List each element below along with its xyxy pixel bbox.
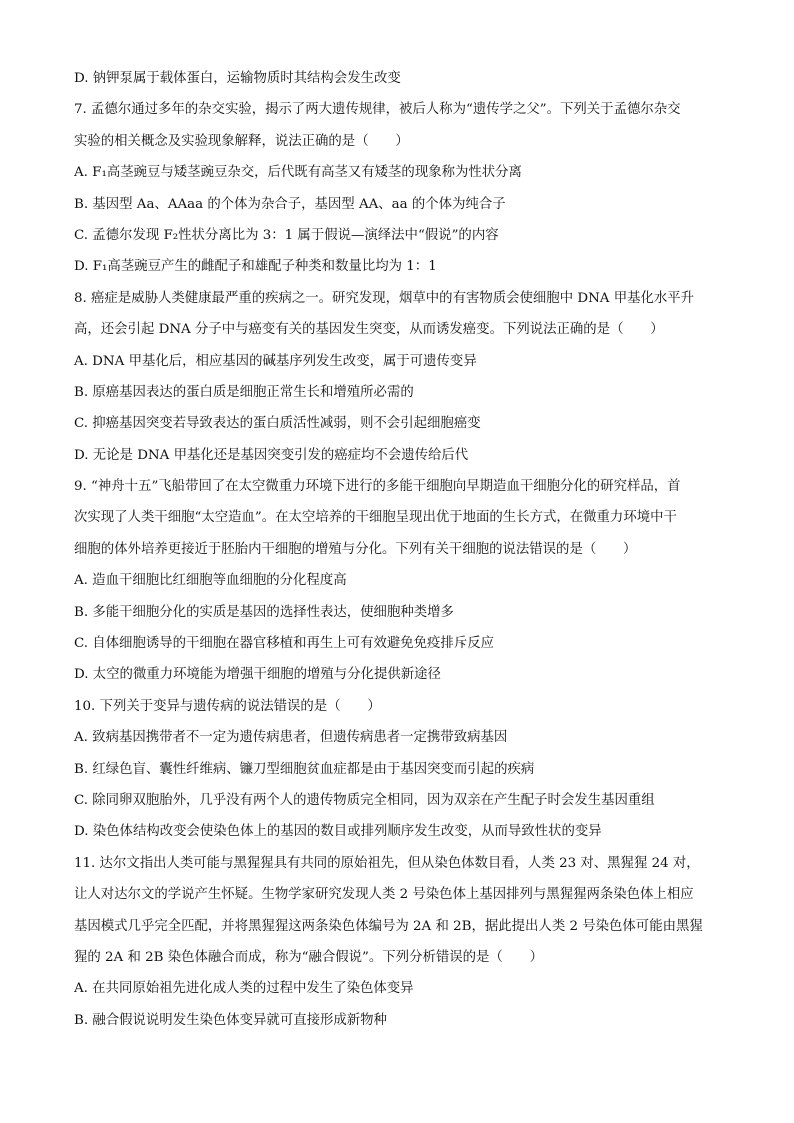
q9-stem-line-2: 次实现了人类干细胞“太空造血”。在太空培养的干细胞呈现出优于地面的生长方式，在微重力环境中干 bbox=[74, 510, 677, 526]
q9-option-d: D. 太空的微重力环境能为增强干细胞的增殖与分化提供新途径 bbox=[74, 667, 441, 683]
q8-option-b: B. 原癌基因表达的蛋白质是细胞正常生长和增殖所必需的 bbox=[74, 384, 414, 400]
document-page bbox=[74, 63, 726, 1036]
q6-option-d: D. 钠钾泵属于载体蛋白，运输物质时其结构会发生改变 bbox=[74, 71, 401, 86]
q7-stem-line-1: 7. 孟德尔通过多年的杂交实验，揭示了两大遗传规律，被后人称为“遗传学之父”。下列关于孟德尔杂交 bbox=[74, 102, 681, 118]
q11-stem-line-1: 11. 达尔文指出人类可能与黑猩猩具有共同的原始祖先，但从染色体数目看，人类 23 对、黑猩猩 24 对， bbox=[74, 855, 700, 871]
q8-stem-line-1: 8. 癌症是威胁人类健康最严重的疾病之一。研究发现，烟草中的有害物质会使细胞中 DNA 甲基化水平升 bbox=[74, 290, 695, 306]
q7-option-b: B. 基因型 Aa、AAaa 的个体为杂合子，基因型 AA、aa 的个体为纯合子 bbox=[74, 196, 506, 212]
q10-stem: 10. 下列关于变异与遗传病的说法错误的是（ ） bbox=[74, 698, 381, 714]
q7-stem-line-2: 实验的相关概念及实验现象解释，说法正确的是（ ） bbox=[74, 133, 409, 149]
q11-option-b: B. 融合假说说明发生染色体变异就可直接形成新物种 bbox=[74, 1012, 387, 1028]
q9-option-b: B. 多能干细胞分化的实质是基因的选择性表达，使细胞种类增多 bbox=[74, 604, 454, 620]
q7-option-d: D. F₁高茎豌豆产生的雌配子和雄配子种类和数量比均为 1：1 bbox=[74, 259, 437, 275]
q7-option-a: A. F₁高茎豌豆与矮茎豌豆杂交，后代既有高茎又有矮茎的现象称为性状分离 bbox=[74, 165, 522, 181]
q7-option-c: C. 孟德尔发现 F₂性状分离比为 3：1 属于假说—演绎法中“假说”的内容 bbox=[74, 227, 499, 243]
q8-option-c: C. 抑癌基因突变若导致表达的蛋白质活性减弱，则不会引起细胞癌变 bbox=[74, 416, 481, 432]
q11-stem-line-4: 猩的 2A 和 2B 染色体融合而成，称为“融合假说”。下列分析错误的是（ ） bbox=[74, 949, 543, 965]
q9-stem-line-3: 细胞的体外培养更接近于胚胎内干细胞的增殖与分化。下列有关干细胞的说法错误的是（ ） bbox=[74, 541, 637, 557]
q9-stem-line-1: 9. “神舟十五”飞船带回了在太空微重力环境下进行的多能干细胞向早期造血干细胞分化的研究样品，首 bbox=[74, 479, 681, 495]
q10-option-a: A. 致病基因携带者不一定为遗传病患者，但遗传病患者一定携带致病基因 bbox=[74, 730, 508, 746]
q9-option-a: A. 造血干细胞比红细胞等血细胞的分化程度高 bbox=[74, 573, 347, 589]
q11-stem-line-3: 基因模式几乎完全匹配，并将黑猩猩这两条染色体编号为 2A 和 2B，据此提出人类 2 号染色体可能由黑猩 bbox=[74, 918, 703, 934]
q10-option-b: B. 红绿色盲、囊性纤维病、镰刀型细胞贫血症都是由于基因突变而引起的疾病 bbox=[74, 761, 535, 777]
q8-option-a: A. DNA 甲基化后，相应基因的碱基序列发生改变，属于可遗传变异 bbox=[74, 353, 477, 369]
q9-option-c: C. 自体细胞诱导的干细胞在器官移植和再生上可有效避免免疫排斥反应 bbox=[74, 636, 494, 652]
q11-stem-line-2: 让人对达尔文的学说产生怀疑。生物学家研究发现人类 2 号染色体上基因排列与黑猩猩两条染色体上相应 bbox=[74, 887, 694, 903]
q10-option-c: C. 除同卵双胞胎外，几乎没有两个人的遗传物质完全相同，因为双亲在产生配子时会发生基因重组 bbox=[74, 792, 655, 808]
q8-stem-line-2: 高，还会引起 DNA 分子中与癌变有关的基因发生突变，从而诱发癌变。下列说法正确的是（ ） bbox=[74, 322, 664, 338]
q8-option-d: D. 无论是 DNA 甲基化还是基因突变引发的癌症均不会遗传给后代 bbox=[74, 447, 469, 463]
q10-option-d: D. 染色体结构改变会使染色体上的基因的数目或排列顺序发生改变，从而导致性状的变异 bbox=[74, 824, 602, 840]
q11-option-a: A. 在共同原始祖先进化成人类的过程中发生了染色体变异 bbox=[74, 981, 414, 997]
